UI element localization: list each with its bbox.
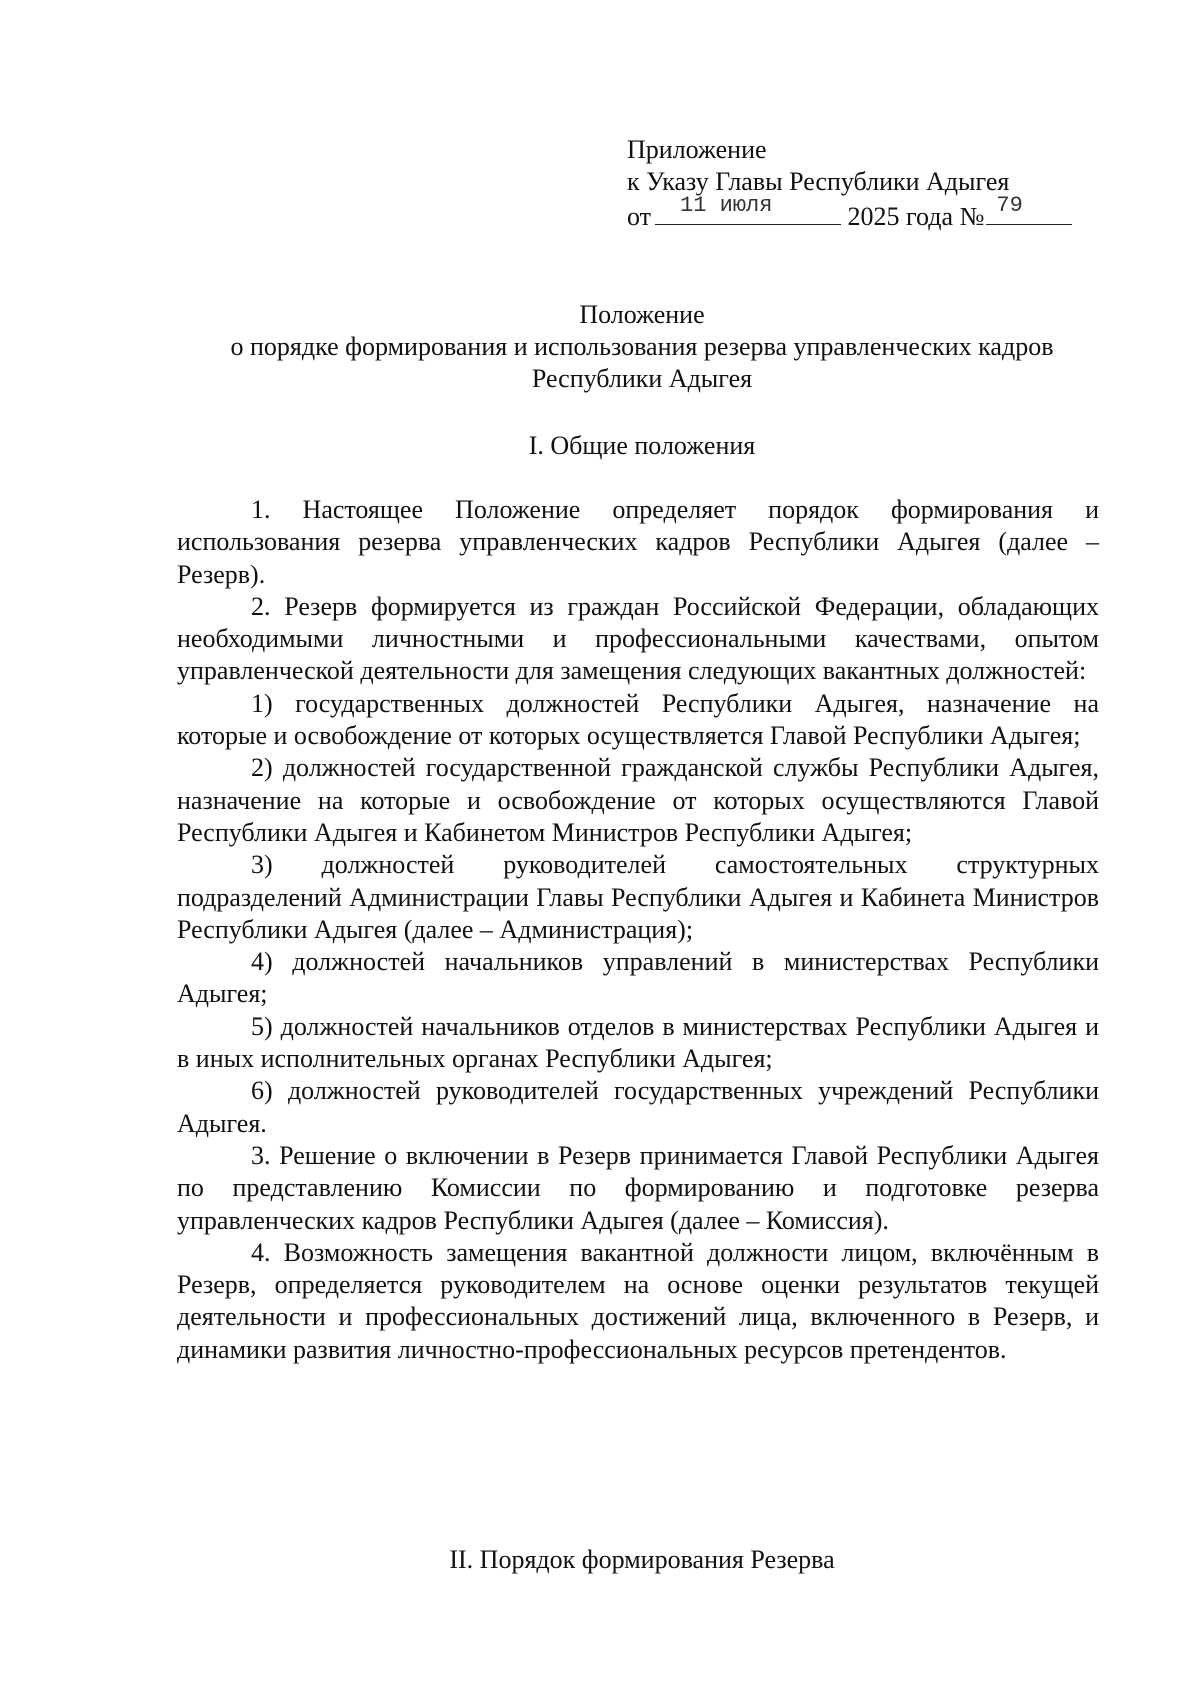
title-line-2: о порядке формирования и использования резерва управленческих кадров: [230, 332, 1054, 361]
list-item: 2) должностей государственной гражданской службы Республики Адыгея, назначение на которые и освобождение от которых осуществляются Главой Республики Адыгея и Кабинетом Министров Республики Адыгея;: [177, 753, 1099, 847]
handwritten-number: 79: [996, 193, 1023, 218]
paragraph: 1. Настоящее Положение определяет порядок формирования и использования резерва управленческих кадров Республики Адыгея (далее – Резерв).: [177, 495, 1099, 589]
appendix-decree-ref: к Указу Главы Республики Адыгея: [627, 167, 1010, 196]
list-item: 3) должностей руководителей самостоятельных структурных подразделений Администрации Главы Республики Адыгея и Кабинета Министров Республики Адыгея (далее – Администрация);: [177, 850, 1099, 944]
title-line-1: Положение: [579, 300, 705, 329]
list-item: 6) должностей руководителей государственных учреждений Республики Адыгея.: [177, 1076, 1099, 1138]
document-title: [177, 299, 1107, 395]
list-item: 4) должностей начальников управлений в министерствах Республики Адыгея;: [177, 947, 1099, 1009]
number-fill-line: [986, 193, 1072, 225]
title-line-3: Республики Адыгея: [531, 364, 753, 393]
handwritten-date: 11 июля: [680, 193, 773, 218]
date-prefix: от: [627, 202, 652, 231]
year-text: 2025 года №: [847, 202, 985, 231]
paragraph: 4. Возможность замещения вакантной должности лицом, включённым в Резерв, определяется руководителем на основе оценки результатов текущей деятельности и профессиональных достижений лица, включенного в Резерв, и динамики развития личностно-профессиональных ресурсов претендентов.: [177, 1237, 1099, 1364]
appendix-date-line: [627, 193, 1072, 233]
date-fill-line: [655, 193, 841, 225]
appendix-block: [627, 134, 1072, 233]
document-body: [177, 494, 1099, 1366]
paragraph: 2. Резерв формируется из граждан Российской Федерации, обладающих необходимыми личностными и профессиональными качествами, опытом управленческой деятельности для замещения следующих вакантных должностей:: [177, 591, 1099, 686]
list-item: 5) должностей начальников отделов в министерствах Республики Адыгея и в иных исполнительных органах Республики Адыгея;: [177, 1011, 1099, 1074]
paragraph: 3. Решение о включении в Резерв принимается Главой Республики Адыгея по представлению Комиссии по формированию и подготовке резерва управленческих кадров Республики Адыгея (далее – Комиссия).: [177, 1140, 1099, 1235]
section-heading-1: I. Общие положения: [528, 431, 756, 460]
list-item: 1) государственных должностей Республики Адыгея, назначение на которые и освобождение от которых осуществляется Главой Республики Адыгея;: [177, 688, 1099, 751]
appendix-label: Приложение: [627, 135, 767, 164]
section-heading-2: II. Порядок формирования Резерва: [449, 1545, 835, 1574]
